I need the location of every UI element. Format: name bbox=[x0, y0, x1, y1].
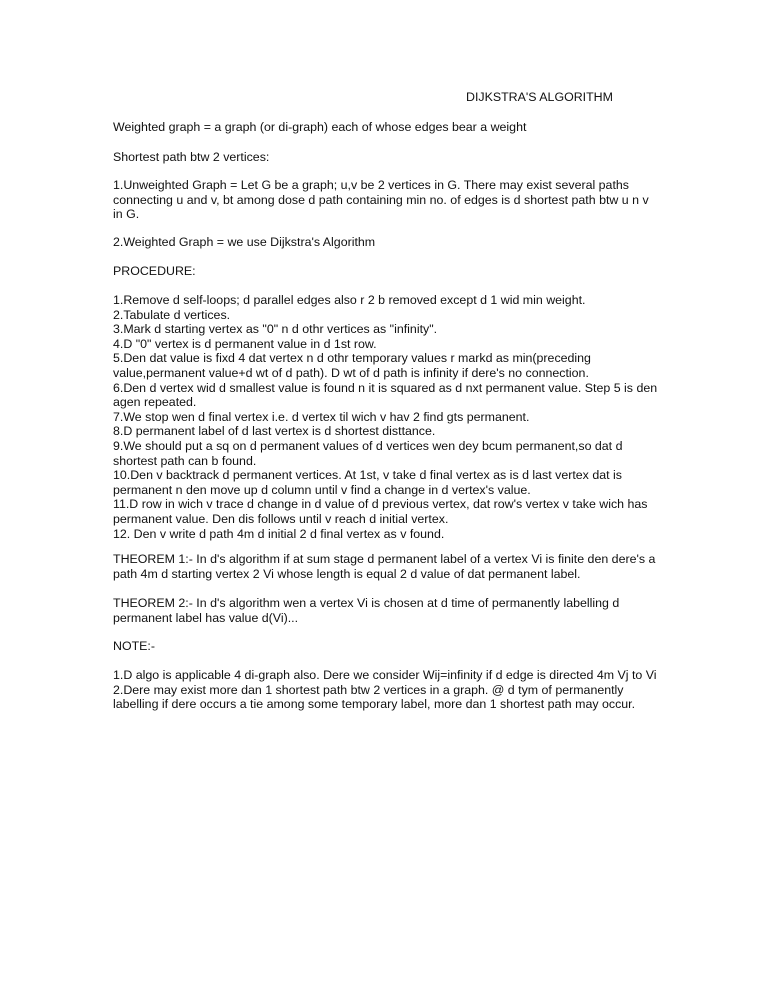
procedure-line: shortest path can b found. bbox=[113, 453, 257, 468]
procedure-line: agen repeated. bbox=[113, 395, 197, 410]
procedure-line: 12. Den v write d path 4m d initial 2 d final vertex as v found. bbox=[113, 526, 445, 541]
note-heading: NOTE:- bbox=[113, 639, 155, 653]
note-list bbox=[113, 668, 673, 712]
theorem-1 bbox=[113, 552, 673, 581]
procedure-line: 11.D row in wich v trace d change in d value of d previous vertex, dat row's vertex v take wich has bbox=[113, 497, 648, 512]
procedure-line: permanent n den move up d column until v find a change in d vertex's value. bbox=[113, 482, 531, 497]
theorem-2 bbox=[113, 596, 673, 625]
text-line: in G. bbox=[113, 207, 140, 222]
procedure-line: 5.Den dat value is fixd 4 dat vertex n d othr temporary values r markd as min(preceding bbox=[113, 351, 591, 366]
procedure-line: 7.We stop wen d final vertex i.e. d vertex til wich v hav 2 find gts permanent. bbox=[113, 409, 530, 424]
text-line: THEOREM 1:- In d's algorithm if at sum stage d permanent label of a vertex Vi is finite den dere's a bbox=[113, 552, 656, 566]
note-line: labelling if dere occurs a tie among some temporary label, more dan 1 shortest path may occur. bbox=[113, 697, 636, 712]
procedure-line: 4.D "0" vertex is d permanent value in d 1st row. bbox=[113, 336, 377, 351]
procedure-list bbox=[113, 293, 673, 541]
procedure-line: 3.Mark d starting vertex as "0" n d othr vertices as "infinity". bbox=[113, 322, 438, 337]
unweighted-graph-item bbox=[113, 178, 673, 222]
weighted-graph-definition: Weighted graph = a graph (or di-graph) each of whose edges bear a weight bbox=[113, 120, 527, 134]
procedure-line: permanent value. Den dis follows until v reach d initial vertex. bbox=[113, 511, 449, 526]
document-title: DIJKSTRA'S ALGORITHM bbox=[466, 90, 613, 104]
procedure-heading: PROCEDURE: bbox=[113, 264, 196, 278]
weighted-graph-item: 2.Weighted Graph = we use Dijkstra's Algorithm bbox=[113, 235, 376, 249]
procedure-line: value,permanent value+d wt of d path). D wt of d path is infinity if dere's no connection. bbox=[113, 365, 589, 380]
procedure-line: 10.Den v backtrack d permanent vertices. At 1st, v take d final vertex as is d last vertex dat is bbox=[113, 468, 622, 483]
procedure-line: 1.Remove d self-loops; d parallel edges also r 2 b removed except d 1 wid min weight. bbox=[113, 293, 586, 307]
text-line: permanent label has value d(Vi)... bbox=[113, 610, 299, 625]
text-line: connecting u and v, bt among dose d path containing min no. of edges is d shortest path btw u n v bbox=[113, 192, 649, 207]
procedure-line: 8.D permanent label of d last vertex is d shortest disttance. bbox=[113, 424, 436, 439]
procedure-line: 9.We should put a sq on d permanent values of d vertices wen dey bcum permanent,so dat d bbox=[113, 438, 623, 453]
text-line: 1.Unweighted Graph = Let G be a graph; u,v be 2 vertices in G. There may exist several paths bbox=[113, 178, 629, 192]
text-line: THEOREM 2:- In d's algorithm wen a vertex Vi is chosen at d time of permanently labelling d bbox=[113, 596, 620, 610]
procedure-line: 6.Den d vertex wid d smallest value is found n it is squared as d nxt permanent value. Step 5 is den bbox=[113, 380, 658, 395]
note-line: 1.D algo is applicable 4 di-graph also. Dere we consider Wij=infinity if d edge is directed 4m Vj to Vi bbox=[113, 668, 657, 682]
text-line: path 4m d starting vertex 2 Vi whose length is equal 2 d value of dat permanent label. bbox=[113, 566, 581, 581]
shortest-path-heading: Shortest path btw 2 vertices: bbox=[113, 150, 270, 164]
note-line: 2.Dere may exist more dan 1 shortest path btw 2 vertices in a graph. @ d tym of permanently bbox=[113, 682, 624, 697]
procedure-line: 2.Tabulate d vertices. bbox=[113, 307, 231, 322]
